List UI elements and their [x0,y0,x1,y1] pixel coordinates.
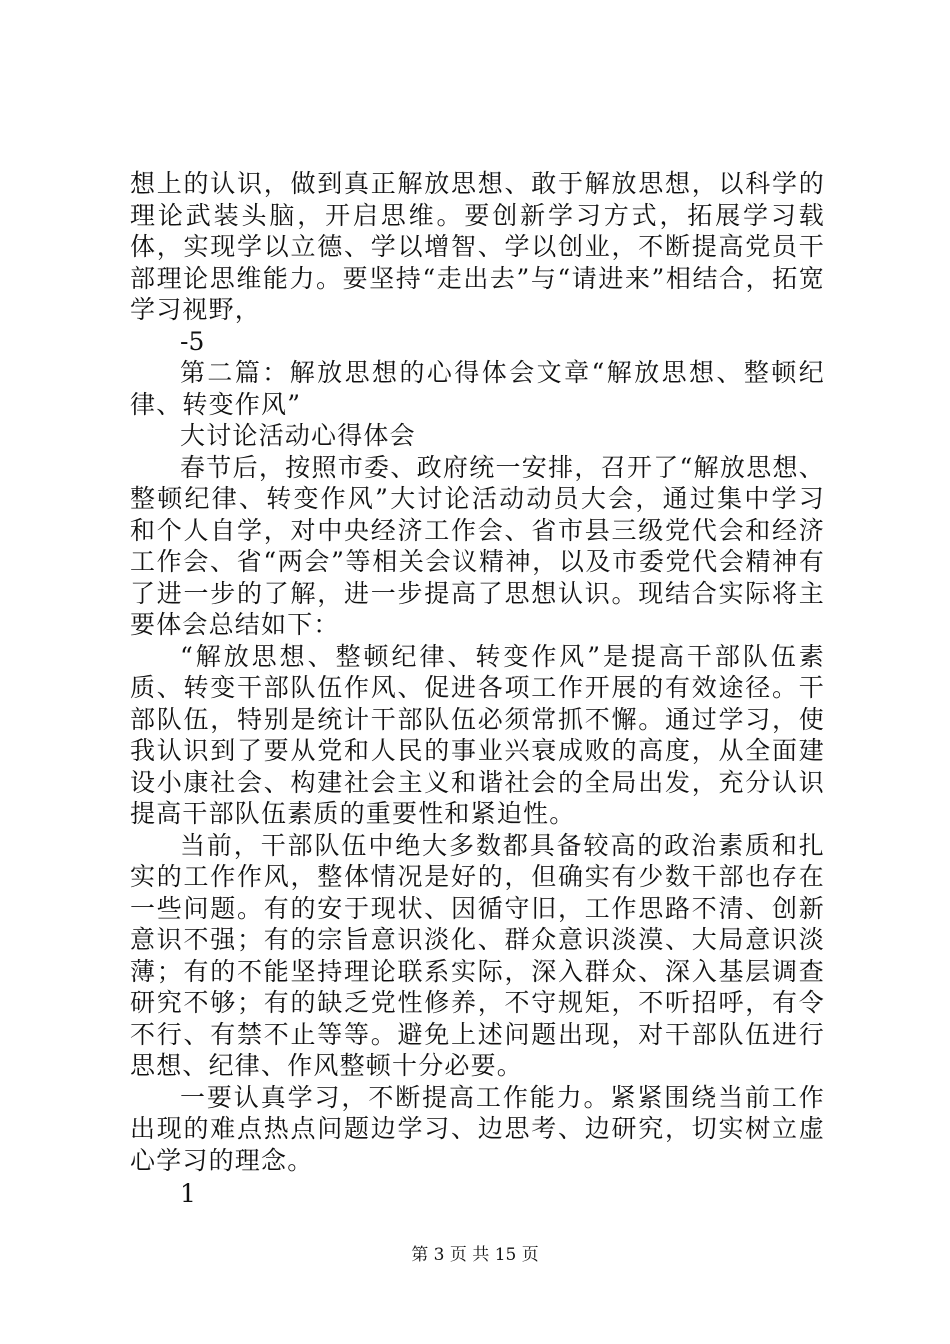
paragraph-point-one: 一要认真学习，不断提高工作能力。紧紧围绕当前工作出现的难点热点问题边学习、边思考、边研究，切实树立虚心学习的理念。 [130,1082,825,1175]
page-marker: -5 [180,326,205,356]
page-footer: 第 3 页 共 15 页 [411,1245,539,1265]
paragraph-problems: 当前，干部队伍中绝大多数都具备较高的政治素质和扎实的工作作风，整体情况是好的，但确实有少数干部也存在一些问题。有的安于现状、因循守旧，工作思路不清、创新意识不强；有的宗旨意识淡化、群众意识淡漠、大局意识淡薄；有的不能坚持理论联系实际，深入群众、深入基层调查研究不够；有的缺乏党性修养，不守规矩，不听招呼，有令不行、有禁不止等等。避免上述问题出现，对干部队伍进行思想、纪律、作风整顿十分必要。 [130,830,825,1080]
paragraph-continuation: 想上的认识，做到真正解放思想、敢于解放思想，以科学的理论武装头脑，开启思维。要创新学习方式，拓展学习载体，实现学以立德、学以增智、学以创业，不断提高党员干部理论思维能力。要坚持“走出去”与“请进来”相结合，拓宽学习视野， [130,169,825,324]
page-marker: 1 [180,1179,196,1208]
article-subtitle: 大讨论活动心得体会 [180,421,416,450]
document-body [130,168,825,1210]
article-title: 第二篇：解放思想的心得体会文章“解放思想、整顿纪律、转变作风” [130,358,825,419]
paragraph-intro: 春节后，按照市委、政府统一安排，召开了“解放思想、整顿纪律、转变作风”大讨论活动动员大会，通过集中学习和个人自学，对中央经济工作会、省市县三级党代会和经济工作会、省“两会”等相关会议精神，以及市委党代会精神有了进一步的了解，进一步提高了思想认识。现结合实际将主要体会总结如下： [130,452,825,639]
paragraph-significance: “解放思想、整顿纪律、转变作风”是提高干部队伍素质、转变干部队伍作风、促进各项工作开展的有效途径。干部队伍，特别是统计干部队伍必须常抓不懈。通过学习，使我认识到了要从党和人民的事业兴衰成败的高度，从全面建设小康社会、构建社会主义和谐社会的全局出发，充分认识提高干部队伍素质的重要性和紧迫性。 [130,641,825,828]
